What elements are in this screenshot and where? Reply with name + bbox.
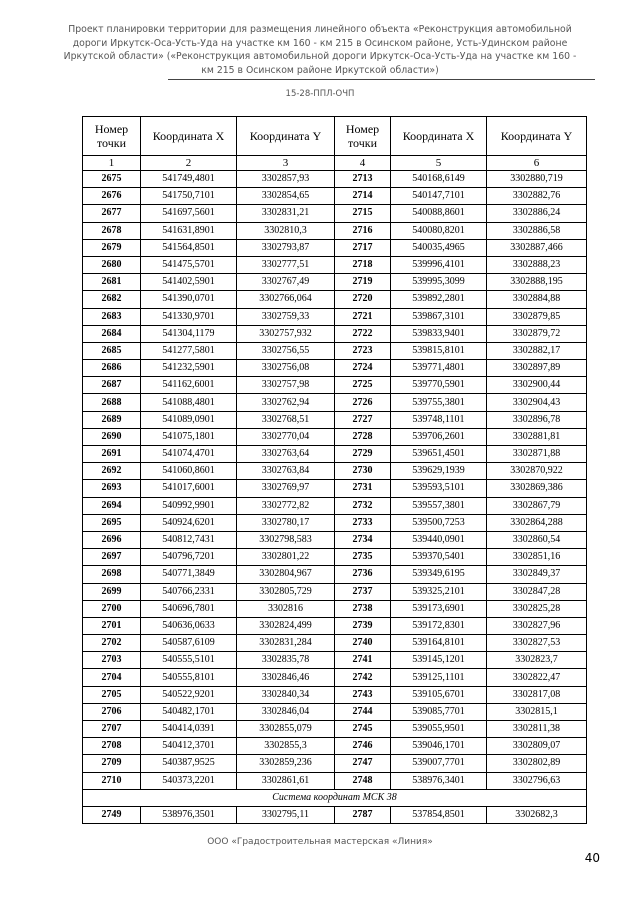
cell-coord-y: 3302831,21	[237, 205, 335, 222]
cell-coord-x: 540771,3849	[141, 566, 237, 583]
cell-coord-y: 3302882,76	[487, 188, 587, 205]
header-point-number: Номер точки	[83, 117, 141, 156]
cell-point-number: 2714	[335, 188, 391, 205]
cell-coord-y: 3302769,97	[237, 480, 335, 497]
table-row	[83, 291, 587, 308]
cell-coord-x: 541060,8601	[141, 463, 237, 480]
table-row	[83, 342, 587, 359]
cell-coord-y: 3302867,79	[487, 497, 587, 514]
column-number: 5	[391, 156, 487, 171]
table-row	[83, 549, 587, 566]
cell-coord-y: 3302804,967	[237, 566, 335, 583]
table-row	[83, 514, 587, 531]
cell-coord-x: 539349,6195	[391, 566, 487, 583]
cell-coord-x: 539125,1101	[391, 669, 487, 686]
table-row	[83, 274, 587, 291]
table-row	[83, 738, 587, 755]
cell-coord-y: 3302756,55	[237, 342, 335, 359]
cell-point-number: 2719	[335, 274, 391, 291]
cell-point-number: 2749	[83, 806, 141, 823]
table-row	[83, 325, 587, 342]
cell-coord-x: 538976,3501	[141, 806, 237, 823]
cell-point-number: 2715	[335, 205, 391, 222]
cell-coord-x: 540168,6149	[391, 171, 487, 188]
cell-point-number: 2694	[83, 497, 141, 514]
cell-point-number: 2687	[83, 377, 141, 394]
cell-point-number: 2741	[335, 652, 391, 669]
cell-coord-x: 540992,9901	[141, 497, 237, 514]
cell-point-number: 2693	[83, 480, 141, 497]
cell-coord-y: 3302849,37	[487, 566, 587, 583]
column-number: 6	[487, 156, 587, 171]
cell-coord-x: 541089,0901	[141, 411, 237, 428]
cell-coord-x: 541017,6001	[141, 480, 237, 497]
cell-point-number: 2689	[83, 411, 141, 428]
header-line: Проект планировки территории для размещения линейного объекта «Реконструкция автомобильной	[68, 24, 572, 35]
table-row	[83, 721, 587, 738]
cell-coord-y: 3302809,07	[487, 738, 587, 755]
cell-point-number: 2725	[335, 377, 391, 394]
cell-point-number: 2745	[335, 721, 391, 738]
cell-point-number: 2709	[83, 755, 141, 772]
cell-coord-x: 539629,1939	[391, 463, 487, 480]
cell-point-number: 2688	[83, 394, 141, 411]
cell-coord-y: 3302827,53	[487, 635, 587, 652]
cell-coord-y: 3302811,38	[487, 721, 587, 738]
table-row	[83, 583, 587, 600]
cell-point-number: 2710	[83, 772, 141, 789]
cell-coord-x: 539771,4801	[391, 360, 487, 377]
header-coord-y: Координата Y	[237, 117, 335, 156]
cell-coord-y: 3302682,3	[487, 806, 587, 823]
column-number: 2	[141, 156, 237, 171]
header-divider	[168, 79, 595, 80]
cell-coord-y: 3302798,583	[237, 531, 335, 548]
cell-coord-y: 3302855,3	[237, 738, 335, 755]
cell-coord-y: 3302793,87	[237, 239, 335, 256]
cell-coord-x: 539325,2101	[391, 583, 487, 600]
cell-coord-x: 539500,7253	[391, 514, 487, 531]
cell-point-number: 2705	[83, 686, 141, 703]
column-number: 3	[237, 156, 335, 171]
cell-coord-y: 3302857,93	[237, 171, 335, 188]
cell-coord-y: 3302879,85	[487, 308, 587, 325]
cell-coord-x: 539440,0901	[391, 531, 487, 548]
cell-coord-x: 539105,6701	[391, 686, 487, 703]
cell-point-number: 2690	[83, 428, 141, 445]
cell-point-number: 2743	[335, 686, 391, 703]
cell-point-number: 2721	[335, 308, 391, 325]
cell-point-number: 2682	[83, 291, 141, 308]
system-note-row	[83, 789, 587, 806]
cell-point-number: 2735	[335, 549, 391, 566]
table-row	[83, 772, 587, 789]
cell-point-number: 2740	[335, 635, 391, 652]
cell-coord-y: 3302846,04	[237, 703, 335, 720]
cell-point-number: 2706	[83, 703, 141, 720]
cell-point-number: 2684	[83, 325, 141, 342]
cell-point-number: 2676	[83, 188, 141, 205]
cell-coord-x: 539651,4501	[391, 446, 487, 463]
cell-coord-y: 3302870,922	[487, 463, 587, 480]
cell-point-number: 2737	[335, 583, 391, 600]
cell-point-number: 2718	[335, 256, 391, 273]
cell-coord-x: 539173,6901	[391, 600, 487, 617]
table-row	[83, 188, 587, 205]
header-coord-x: Координата X	[391, 117, 487, 156]
cell-coord-y: 3302854,65	[237, 188, 335, 205]
cell-coord-x: 540924,6201	[141, 514, 237, 531]
table-row	[83, 669, 587, 686]
cell-coord-y: 3302825,28	[487, 600, 587, 617]
cell-coord-x: 541088,4801	[141, 394, 237, 411]
cell-coord-y: 3302851,16	[487, 549, 587, 566]
table-row	[83, 600, 587, 617]
cell-coord-x: 541475,5701	[141, 256, 237, 273]
cell-coord-x: 540587,6109	[141, 635, 237, 652]
cell-point-number: 2702	[83, 635, 141, 652]
cell-coord-x: 539770,5901	[391, 377, 487, 394]
cell-coord-y: 3302796,63	[487, 772, 587, 789]
cell-coord-x: 539996,4101	[391, 256, 487, 273]
cell-coord-y: 3302805,729	[237, 583, 335, 600]
cell-coord-y: 3302756,08	[237, 360, 335, 377]
cell-coord-x: 541075,1801	[141, 428, 237, 445]
cell-point-number: 2723	[335, 342, 391, 359]
cell-point-number: 2683	[83, 308, 141, 325]
page-number: 40	[584, 851, 600, 865]
column-number: 4	[335, 156, 391, 171]
cell-point-number: 2716	[335, 222, 391, 239]
cell-point-number: 2717	[335, 239, 391, 256]
cell-coord-x: 540696,7801	[141, 600, 237, 617]
cell-coord-y: 3302861,61	[237, 772, 335, 789]
cell-coord-y: 3302822,47	[487, 669, 587, 686]
cell-coord-x: 539085,7701	[391, 703, 487, 720]
cell-coord-x: 540522,9201	[141, 686, 237, 703]
cell-coord-y: 3302759,33	[237, 308, 335, 325]
cell-point-number: 2732	[335, 497, 391, 514]
table-row	[83, 497, 587, 514]
table-header-row	[83, 117, 587, 156]
header-line: Иркутской области» («Реконструкция автомобильной дороги Иркутск-Оса-Усть-Уда на участке км 160 -	[63, 51, 577, 62]
cell-point-number: 2696	[83, 531, 141, 548]
table-row	[83, 394, 587, 411]
cell-coord-y: 3302860,54	[487, 531, 587, 548]
cell-coord-x: 540414,0391	[141, 721, 237, 738]
cell-point-number: 2734	[335, 531, 391, 548]
table-row	[83, 205, 587, 222]
cell-coord-y: 3302767,49	[237, 274, 335, 291]
cell-coord-x: 540387,9525	[141, 755, 237, 772]
page-header	[46, 23, 594, 77]
cell-point-number: 2728	[335, 428, 391, 445]
cell-coord-x: 539593,5101	[391, 480, 487, 497]
cell-coord-x: 539046,1701	[391, 738, 487, 755]
cell-coord-x: 539557,3801	[391, 497, 487, 514]
cell-point-number: 2686	[83, 360, 141, 377]
cell-point-number: 2720	[335, 291, 391, 308]
cell-point-number: 2727	[335, 411, 391, 428]
cell-point-number: 2698	[83, 566, 141, 583]
cell-coord-x: 541750,7101	[141, 188, 237, 205]
table-row	[83, 360, 587, 377]
cell-coord-y: 3302770,04	[237, 428, 335, 445]
cell-coord-x: 541402,5901	[141, 274, 237, 291]
cell-coord-y: 3302886,24	[487, 205, 587, 222]
cell-coord-x: 537854,8501	[391, 806, 487, 823]
coordinate-system-note: Система координат МСК 38	[83, 789, 587, 806]
cell-point-number: 2685	[83, 342, 141, 359]
cell-coord-x: 540147,7101	[391, 188, 487, 205]
cell-point-number: 2701	[83, 617, 141, 634]
cell-coord-x: 540796,7201	[141, 549, 237, 566]
table-row	[83, 411, 587, 428]
table-row	[83, 256, 587, 273]
cell-point-number: 2748	[335, 772, 391, 789]
cell-coord-x: 538976,3401	[391, 772, 487, 789]
cell-coord-y: 3302772,82	[237, 497, 335, 514]
cell-point-number: 2677	[83, 205, 141, 222]
cell-point-number: 2722	[335, 325, 391, 342]
cell-coord-y: 3302757,932	[237, 325, 335, 342]
table-row	[83, 446, 587, 463]
cell-coord-x: 541277,5801	[141, 342, 237, 359]
header-line: дороги Иркутск-Оса-Усть-Уда на участке км 160 - км 215 в Осинском районе, Усть-Удинском районе	[72, 37, 568, 49]
cell-coord-x: 539755,3801	[391, 394, 487, 411]
table-row	[83, 652, 587, 669]
cell-coord-y: 3302802,89	[487, 755, 587, 772]
cell-coord-y: 3302847,28	[487, 583, 587, 600]
cell-coord-y: 3302815,1	[487, 703, 587, 720]
cell-point-number: 2744	[335, 703, 391, 720]
document-code: 15-28-ППЛ-ОЧП	[285, 89, 355, 99]
cell-coord-y: 3302823,7	[487, 652, 587, 669]
cell-point-number: 2691	[83, 446, 141, 463]
cell-coord-y: 3302904,43	[487, 394, 587, 411]
cell-coord-x: 539815,8101	[391, 342, 487, 359]
cell-point-number: 2713	[335, 171, 391, 188]
table-row	[83, 755, 587, 772]
cell-coord-x: 541631,8901	[141, 222, 237, 239]
cell-coord-x: 541564,8501	[141, 239, 237, 256]
header-line: км 215 в Осинском районе Иркутской области»)	[201, 64, 439, 76]
cell-coord-y: 3302871,88	[487, 446, 587, 463]
cell-coord-x: 539706,2601	[391, 428, 487, 445]
cell-coord-y: 3302835,78	[237, 652, 335, 669]
table-row	[83, 171, 587, 188]
cell-point-number: 2699	[83, 583, 141, 600]
table-row	[83, 686, 587, 703]
cell-point-number: 2697	[83, 549, 141, 566]
cell-coord-x: 540412,3701	[141, 738, 237, 755]
table-row	[83, 617, 587, 634]
column-number: 1	[83, 156, 141, 171]
cell-coord-y: 3302762,94	[237, 394, 335, 411]
cell-coord-x: 539370,5401	[391, 549, 487, 566]
cell-coord-x: 539164,8101	[391, 635, 487, 652]
cell-point-number: 2739	[335, 617, 391, 634]
cell-coord-y: 3302859,236	[237, 755, 335, 772]
cell-coord-y: 3302855,079	[237, 721, 335, 738]
cell-coord-y: 3302827,96	[487, 617, 587, 634]
cell-coord-y: 3302846,46	[237, 669, 335, 686]
table-row	[83, 377, 587, 394]
cell-coord-x: 540636,0633	[141, 617, 237, 634]
cell-point-number: 2704	[83, 669, 141, 686]
column-number-row	[83, 156, 587, 171]
cell-coord-y: 3302896,78	[487, 411, 587, 428]
table-row	[83, 531, 587, 548]
cell-coord-x: 539145,1201	[391, 652, 487, 669]
table-row	[83, 480, 587, 497]
cell-coord-y: 3302897,89	[487, 360, 587, 377]
cell-coord-x: 540555,5101	[141, 652, 237, 669]
cell-coord-y: 3302766,064	[237, 291, 335, 308]
cell-point-number: 2675	[83, 171, 141, 188]
cell-point-number: 2736	[335, 566, 391, 583]
cell-coord-x: 539055,9501	[391, 721, 487, 738]
cell-coord-y: 3302840,34	[237, 686, 335, 703]
table-row	[83, 308, 587, 325]
cell-coord-y: 3302801,22	[237, 549, 335, 566]
cell-coord-x: 541330,9701	[141, 308, 237, 325]
cell-point-number: 2730	[335, 463, 391, 480]
cell-coord-x: 540812,7431	[141, 531, 237, 548]
cell-point-number: 2787	[335, 806, 391, 823]
cell-coord-x: 541304,1179	[141, 325, 237, 342]
cell-point-number: 2724	[335, 360, 391, 377]
cell-coord-x: 539172,8301	[391, 617, 487, 634]
cell-point-number: 2733	[335, 514, 391, 531]
cell-point-number: 2707	[83, 721, 141, 738]
cell-point-number: 2742	[335, 669, 391, 686]
cell-point-number: 2695	[83, 514, 141, 531]
cell-coord-y: 3302880,719	[487, 171, 587, 188]
cell-coord-x: 540766,2331	[141, 583, 237, 600]
cell-coord-y: 3302777,51	[237, 256, 335, 273]
cell-coord-y: 3302886,58	[487, 222, 587, 239]
cell-coord-x: 541749,4801	[141, 171, 237, 188]
cell-coord-y: 3302795,11	[237, 806, 335, 823]
cell-coord-y: 3302879,72	[487, 325, 587, 342]
cell-coord-x: 541697,5601	[141, 205, 237, 222]
cell-coord-x: 541162,6001	[141, 377, 237, 394]
cell-coord-y: 3302888,23	[487, 256, 587, 273]
cell-coord-y: 3302887,466	[487, 239, 587, 256]
table-row	[83, 222, 587, 239]
cell-point-number: 2731	[335, 480, 391, 497]
cell-coord-x: 540088,8601	[391, 205, 487, 222]
cell-point-number: 2726	[335, 394, 391, 411]
table-row	[83, 463, 587, 480]
cell-coord-y: 3302831,284	[237, 635, 335, 652]
header-coord-x: Координата X	[141, 117, 237, 156]
cell-coord-y: 3302864,288	[487, 514, 587, 531]
cell-coord-x: 539748,1101	[391, 411, 487, 428]
cell-coord-x: 539867,3101	[391, 308, 487, 325]
cell-point-number: 2680	[83, 256, 141, 273]
cell-coord-x: 541074,4701	[141, 446, 237, 463]
table-row	[83, 806, 587, 823]
cell-point-number: 2679	[83, 239, 141, 256]
cell-coord-y: 3302817,08	[487, 686, 587, 703]
cell-point-number: 2681	[83, 274, 141, 291]
cell-coord-x: 539007,7701	[391, 755, 487, 772]
cell-coord-x: 540373,2201	[141, 772, 237, 789]
cell-coord-y: 3302768,51	[237, 411, 335, 428]
cell-coord-y: 3302884,88	[487, 291, 587, 308]
cell-coord-y: 3302763,64	[237, 446, 335, 463]
cell-coord-x: 539833,9401	[391, 325, 487, 342]
cell-coord-y: 3302763,84	[237, 463, 335, 480]
cell-coord-x: 540555,8101	[141, 669, 237, 686]
cell-coord-x: 541232,5901	[141, 360, 237, 377]
header-coord-y: Координата Y	[487, 117, 587, 156]
table-row	[83, 566, 587, 583]
page-footer: ООО «Градостроительная мастерская «Линия»	[207, 837, 433, 847]
cell-coord-y: 3302824,499	[237, 617, 335, 634]
cell-coord-y: 3302757,98	[237, 377, 335, 394]
cell-coord-y: 3302900,44	[487, 377, 587, 394]
table-row	[83, 703, 587, 720]
cell-coord-x: 540080,8201	[391, 222, 487, 239]
cell-point-number: 2700	[83, 600, 141, 617]
cell-point-number: 2746	[335, 738, 391, 755]
cell-coord-y: 3302869,386	[487, 480, 587, 497]
cell-point-number: 2703	[83, 652, 141, 669]
cell-coord-y: 3302882,17	[487, 342, 587, 359]
cell-point-number: 2738	[335, 600, 391, 617]
cell-point-number: 2747	[335, 755, 391, 772]
cell-coord-y: 3302780,17	[237, 514, 335, 531]
cell-coord-x: 540482,1701	[141, 703, 237, 720]
cell-coord-x: 541390,0701	[141, 291, 237, 308]
cell-coord-x: 539892,2801	[391, 291, 487, 308]
coordinates-table	[82, 116, 587, 824]
cell-point-number: 2708	[83, 738, 141, 755]
cell-coord-x: 540035,4965	[391, 239, 487, 256]
table-row	[83, 635, 587, 652]
table-row	[83, 239, 587, 256]
cell-coord-x: 539995,3099	[391, 274, 487, 291]
cell-point-number: 2678	[83, 222, 141, 239]
cell-coord-y: 3302816	[237, 600, 335, 617]
table-row	[83, 428, 587, 445]
cell-coord-y: 3302810,3	[237, 222, 335, 239]
header-point-number: Номер точки	[335, 117, 391, 156]
cell-coord-y: 3302881,81	[487, 428, 587, 445]
cell-point-number: 2729	[335, 446, 391, 463]
cell-point-number: 2692	[83, 463, 141, 480]
cell-coord-y: 3302888,195	[487, 274, 587, 291]
